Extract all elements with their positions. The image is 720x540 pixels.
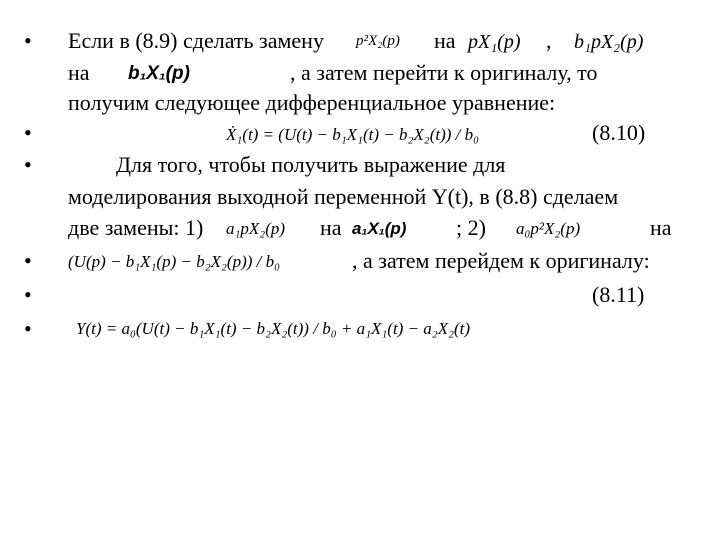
- p1-text-a: Если в (8.9) сделать замену: [68, 28, 324, 53]
- comma: ,: [546, 28, 552, 53]
- word-na-1: на: [434, 28, 456, 53]
- equation-label-8-10: (8.10): [592, 120, 646, 145]
- bullet-3: •: [24, 152, 32, 177]
- p2-line-3b: ; 2): [456, 215, 486, 240]
- word-na-2: на: [68, 60, 90, 85]
- equation-label-8-11: (8.11): [592, 282, 645, 307]
- p2-line-2: моделирования выходной переменной Y(t), в (8.8) сделаем: [68, 184, 619, 209]
- bullet-6: •: [24, 316, 32, 341]
- word-na-4: на: [650, 215, 672, 240]
- formula-u-minus: (U(p) − b₁X₁(p) − b₂X₂(p)) / b₀: [68, 252, 281, 271]
- equation-8-11: Y(t) = a₀(U(t) − b₁X₁(t) − b₂X₂(t)) / b₀ + a₁X₁(t) − a₂X₂(t): [76, 319, 471, 338]
- p1-text-c: получим следующее дифференциальное уравнение:: [68, 90, 556, 115]
- formula-a0p2x2: a₀p²X₂(p): [516, 219, 581, 238]
- word-na-3: на: [320, 215, 342, 240]
- bullet-5: •: [24, 282, 32, 307]
- p1-text-b: , а затем перейти к оригиналу, то: [290, 60, 598, 85]
- bullet-2: •: [24, 120, 32, 145]
- formula-px1: pX₁(p): [468, 31, 521, 53]
- formula-a1px2: a₁pX₂(p): [226, 219, 286, 238]
- formula-a1x1: a₁X₁(p): [352, 219, 407, 238]
- equation-8-10: Ẋ₁(t) = (U(t) − b₁X₁(t) − b₂X₂(t)) / b₀: [226, 125, 480, 144]
- p2-line-3a: две замены: 1): [68, 215, 204, 240]
- formula-b1px2: b₁pX₂(p): [574, 31, 644, 53]
- bullet-4: •: [24, 248, 32, 273]
- formula-b1x1: b₁X₁(p): [128, 63, 190, 84]
- p2-line-1: Для того, чтобы получить выражение для: [116, 152, 506, 177]
- formula-p2x2: p²X₂(p): [356, 33, 400, 49]
- bullet-1: •: [24, 28, 32, 53]
- p2-line-4: , а затем перейдем к оригиналу:: [352, 248, 650, 273]
